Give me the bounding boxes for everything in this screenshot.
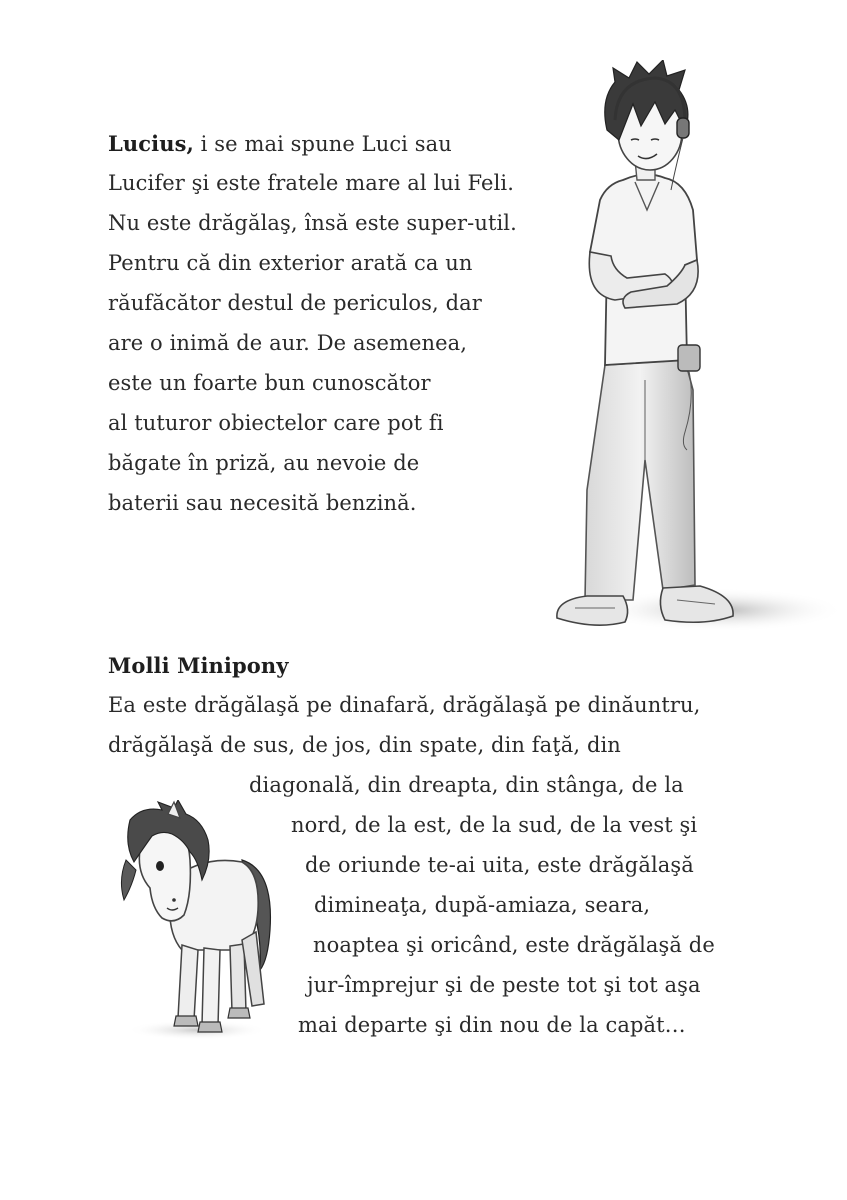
molli-heading: Molli Minipony xyxy=(108,653,289,678)
molli-line-8: jur-împrejur şi de peste tot şi tot aşa xyxy=(307,973,701,997)
lucius-line-2: Lucifer şi este fratele mare al lui Feli. xyxy=(108,171,514,195)
lucius-line-5: răufăcător destul de periculos, dar xyxy=(108,291,482,315)
molli-line-4: nord, de la est, de la sud, de la vest şi xyxy=(291,813,698,837)
lucius-line-4: Pentru că din exterior arată ca un xyxy=(108,251,473,275)
molli-line-3: diagonală, din dreapta, din stânga, de la xyxy=(249,773,684,797)
pony-illustration xyxy=(112,800,277,1045)
lucius-line-9: băgate în priză, au nevoie de xyxy=(108,451,420,475)
lucius-line-10: baterii sau necesită benzină. xyxy=(108,491,417,515)
lucius-line-6: are o inimă de aur. De asemenea, xyxy=(108,331,468,355)
lucius-line-7: este un foarte bun cunoscător xyxy=(108,371,431,395)
lucius-line-3: Nu este drăgălaş, însă este super-util. xyxy=(108,211,517,235)
lucius-line-1: Lucius, i se mai spune Luci sau xyxy=(108,131,452,156)
molli-line-9: mai departe şi din nou de la capăt… xyxy=(298,1013,686,1037)
molli-line-7: noaptea şi oricând, este drăgălaşă de xyxy=(313,933,715,957)
lucius-line-8: al tuturor obiectelor care pot fi xyxy=(108,411,444,435)
molli-line-2: drăgălaşă de sus, de jos, din spate, din faţă, din xyxy=(108,733,621,757)
molli-line-6: dimineaţa, după-amiaza, seara, xyxy=(314,893,651,917)
lucius-name: Lucius, xyxy=(108,131,194,156)
molli-line-1: Ea este drăgălaşă pe dinafară, drăgălaşă pe dinăuntru, xyxy=(108,693,701,717)
teen-boy-with-headphones-illustration xyxy=(545,60,845,645)
molli-line-5: de oriunde te-ai uita, este drăgălaşă xyxy=(305,853,694,877)
